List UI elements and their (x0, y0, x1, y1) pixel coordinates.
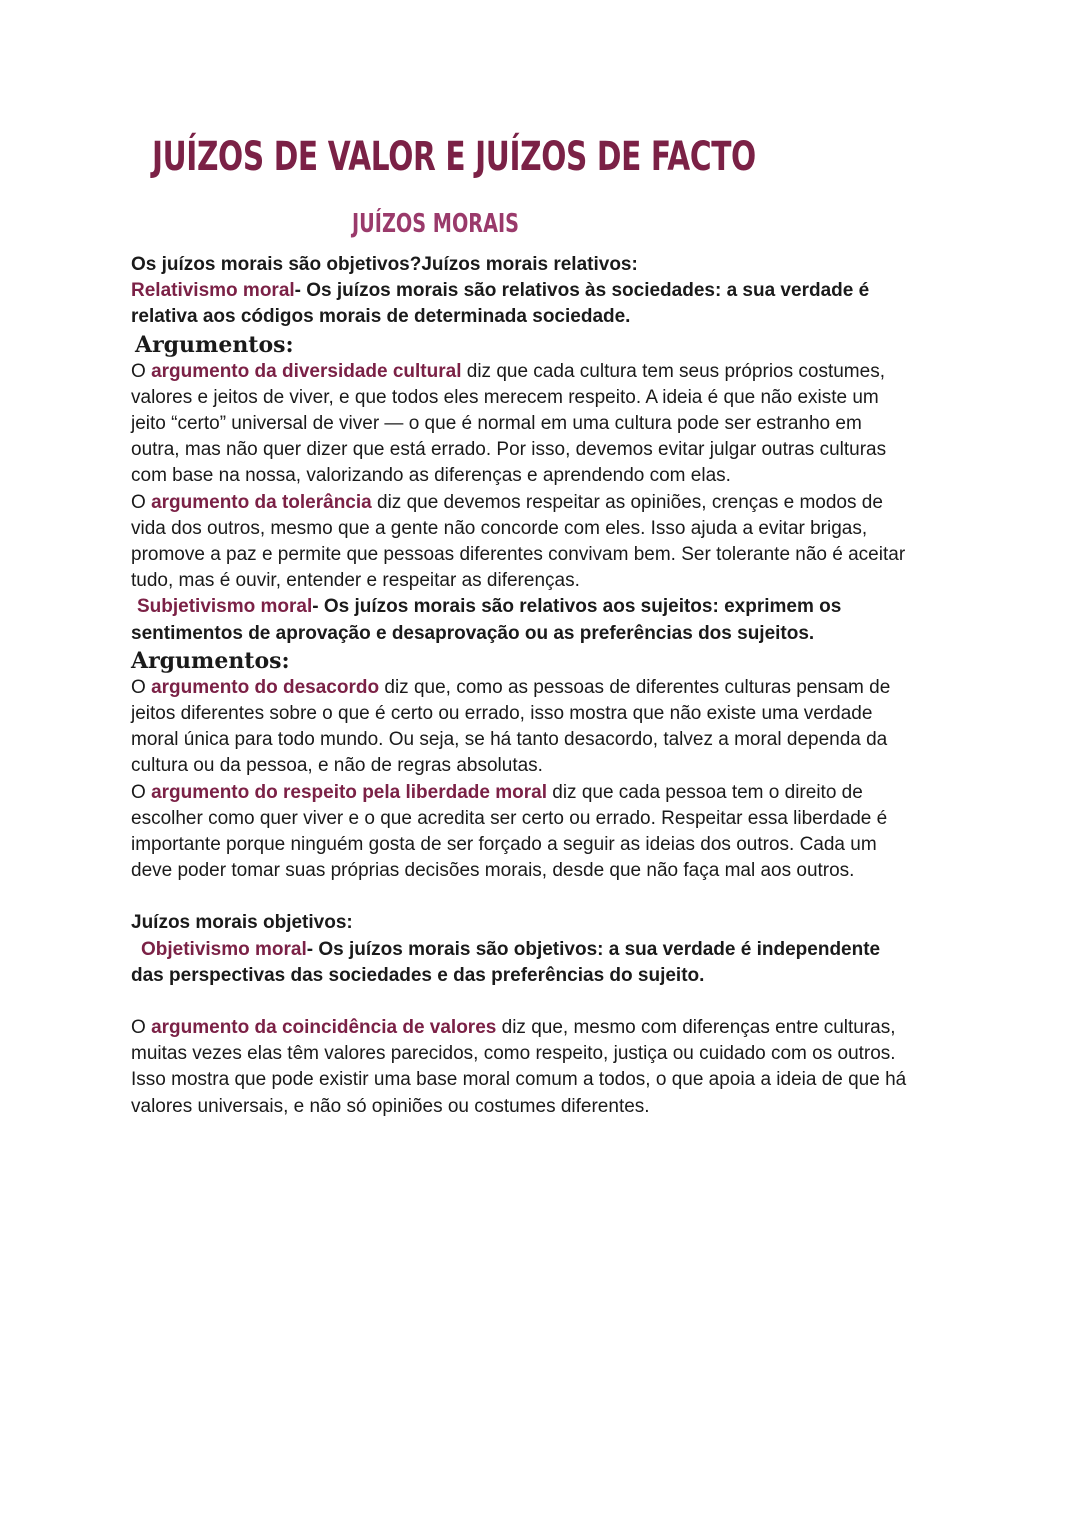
document-body (131, 252, 961, 1120)
term-subjectivism: Subjetivismo moral (137, 596, 313, 618)
paragraph-disagreement: O argumento do desacordo diz que, como as pessoas de diferentes culturas pensam de jeitos diferentes sobre o que é certo ou errado, isso mostra que não existe uma verdade moral única para todo mundo. Ou seja, se há tanto desacordo, talvez a moral dependa da cultura ou da pessoa, e não de regras absolutas. (131, 676, 891, 777)
paragraph-moral-freedom: O argumento do respeito pela liberdade moral diz que cada pessoa tem o direito de escolher como quer viver e o que acredita ser certo ou errado. Respeitar essa liberdade é importante porque ninguém gosta de ser forçado a seguir as ideias dos outros. Cada um deve poder tomar suas próprias decisões morais, desde que não faça mal aos outros. (131, 781, 888, 882)
term-relativism: Relativismo moral (131, 280, 295, 302)
question-line: Os juízos morais são objetivos?Juízos morais relativos: (131, 254, 638, 275)
subjectivism-definition: Subjetivismo moral- Os juízos morais são relativos aos sujeitos: exprimem os sentimentos de aprovação e desaprovação ou as preferências dos sujeitos. (131, 596, 842, 644)
term-value-coincidence: argumento da coincidência de valores (151, 1017, 497, 1039)
arguments-heading-2: Argumentos: (131, 647, 290, 674)
objectivism-definition: Objetivismo moral- Os juízos morais são objetivos: a sua verdade é independente das perspectivas das sociedades e das preferências do sujeito. (131, 938, 881, 986)
term-moral-freedom: argumento do respeito pela liberdade moral (151, 781, 547, 803)
term-tolerance: argumento da tolerância (151, 491, 372, 513)
document-title: JUÍZOS DE VALOR E JUÍZOS DE FACTO (152, 134, 756, 180)
section-subtitle: JUÍZOS MORAIS (352, 209, 520, 239)
term-objectivism: Objetivismo moral (141, 938, 307, 960)
term-cultural-diversity: argumento da diversidade cultural (151, 360, 462, 382)
objective-heading: Juízos morais objetivos: (131, 912, 353, 934)
term-disagreement: argumento do desacordo (151, 676, 380, 698)
paragraph-value-coincidence: O argumento da coincidência de valores diz que, mesmo com diferenças entre culturas, muitas vezes elas têm valores parecidos, como respeito, justiça ou cuidado com os outros. Isso mostra que pode existir uma base moral comum a todos, o que apoia a ideia de que há valores universais, e não só opiniões ou costumes diferentes. (131, 1017, 907, 1117)
paragraph-cultural-diversity: O argumento da diversidade cultural diz que cada cultura tem seus próprios costumes, valores e jeitos de viver, e que todos eles merecem respeito. A ideia é que não existe um jeito “certo” universal de viver — o que é normal em uma cultura pode ser estranho em outra, mas não quer dizer que está errado. Por isso, devemos evitar julgar outras culturas com base na nossa, valorizando as diferenças e aprendendo com elas. (131, 360, 887, 487)
relativism-definition: Relativismo moral- Os juízos morais são relativos às sociedades: a sua verdade é relativa aos códigos morais de determinada sociedade. (131, 280, 870, 328)
arguments-heading: Argumentos: (135, 331, 294, 358)
paragraph-tolerance: O argumento da tolerância diz que devemos respeitar as opiniões, crenças e modos de vida dos outros, mesmo que a gente não concorde com eles. Isso ajuda a evitar brigas, promove a paz e permite que pessoas diferentes convivam bem. Ser tolerante não é aceitar tudo, mas é ouvir, entender e respeitar as diferenças. (131, 491, 906, 592)
